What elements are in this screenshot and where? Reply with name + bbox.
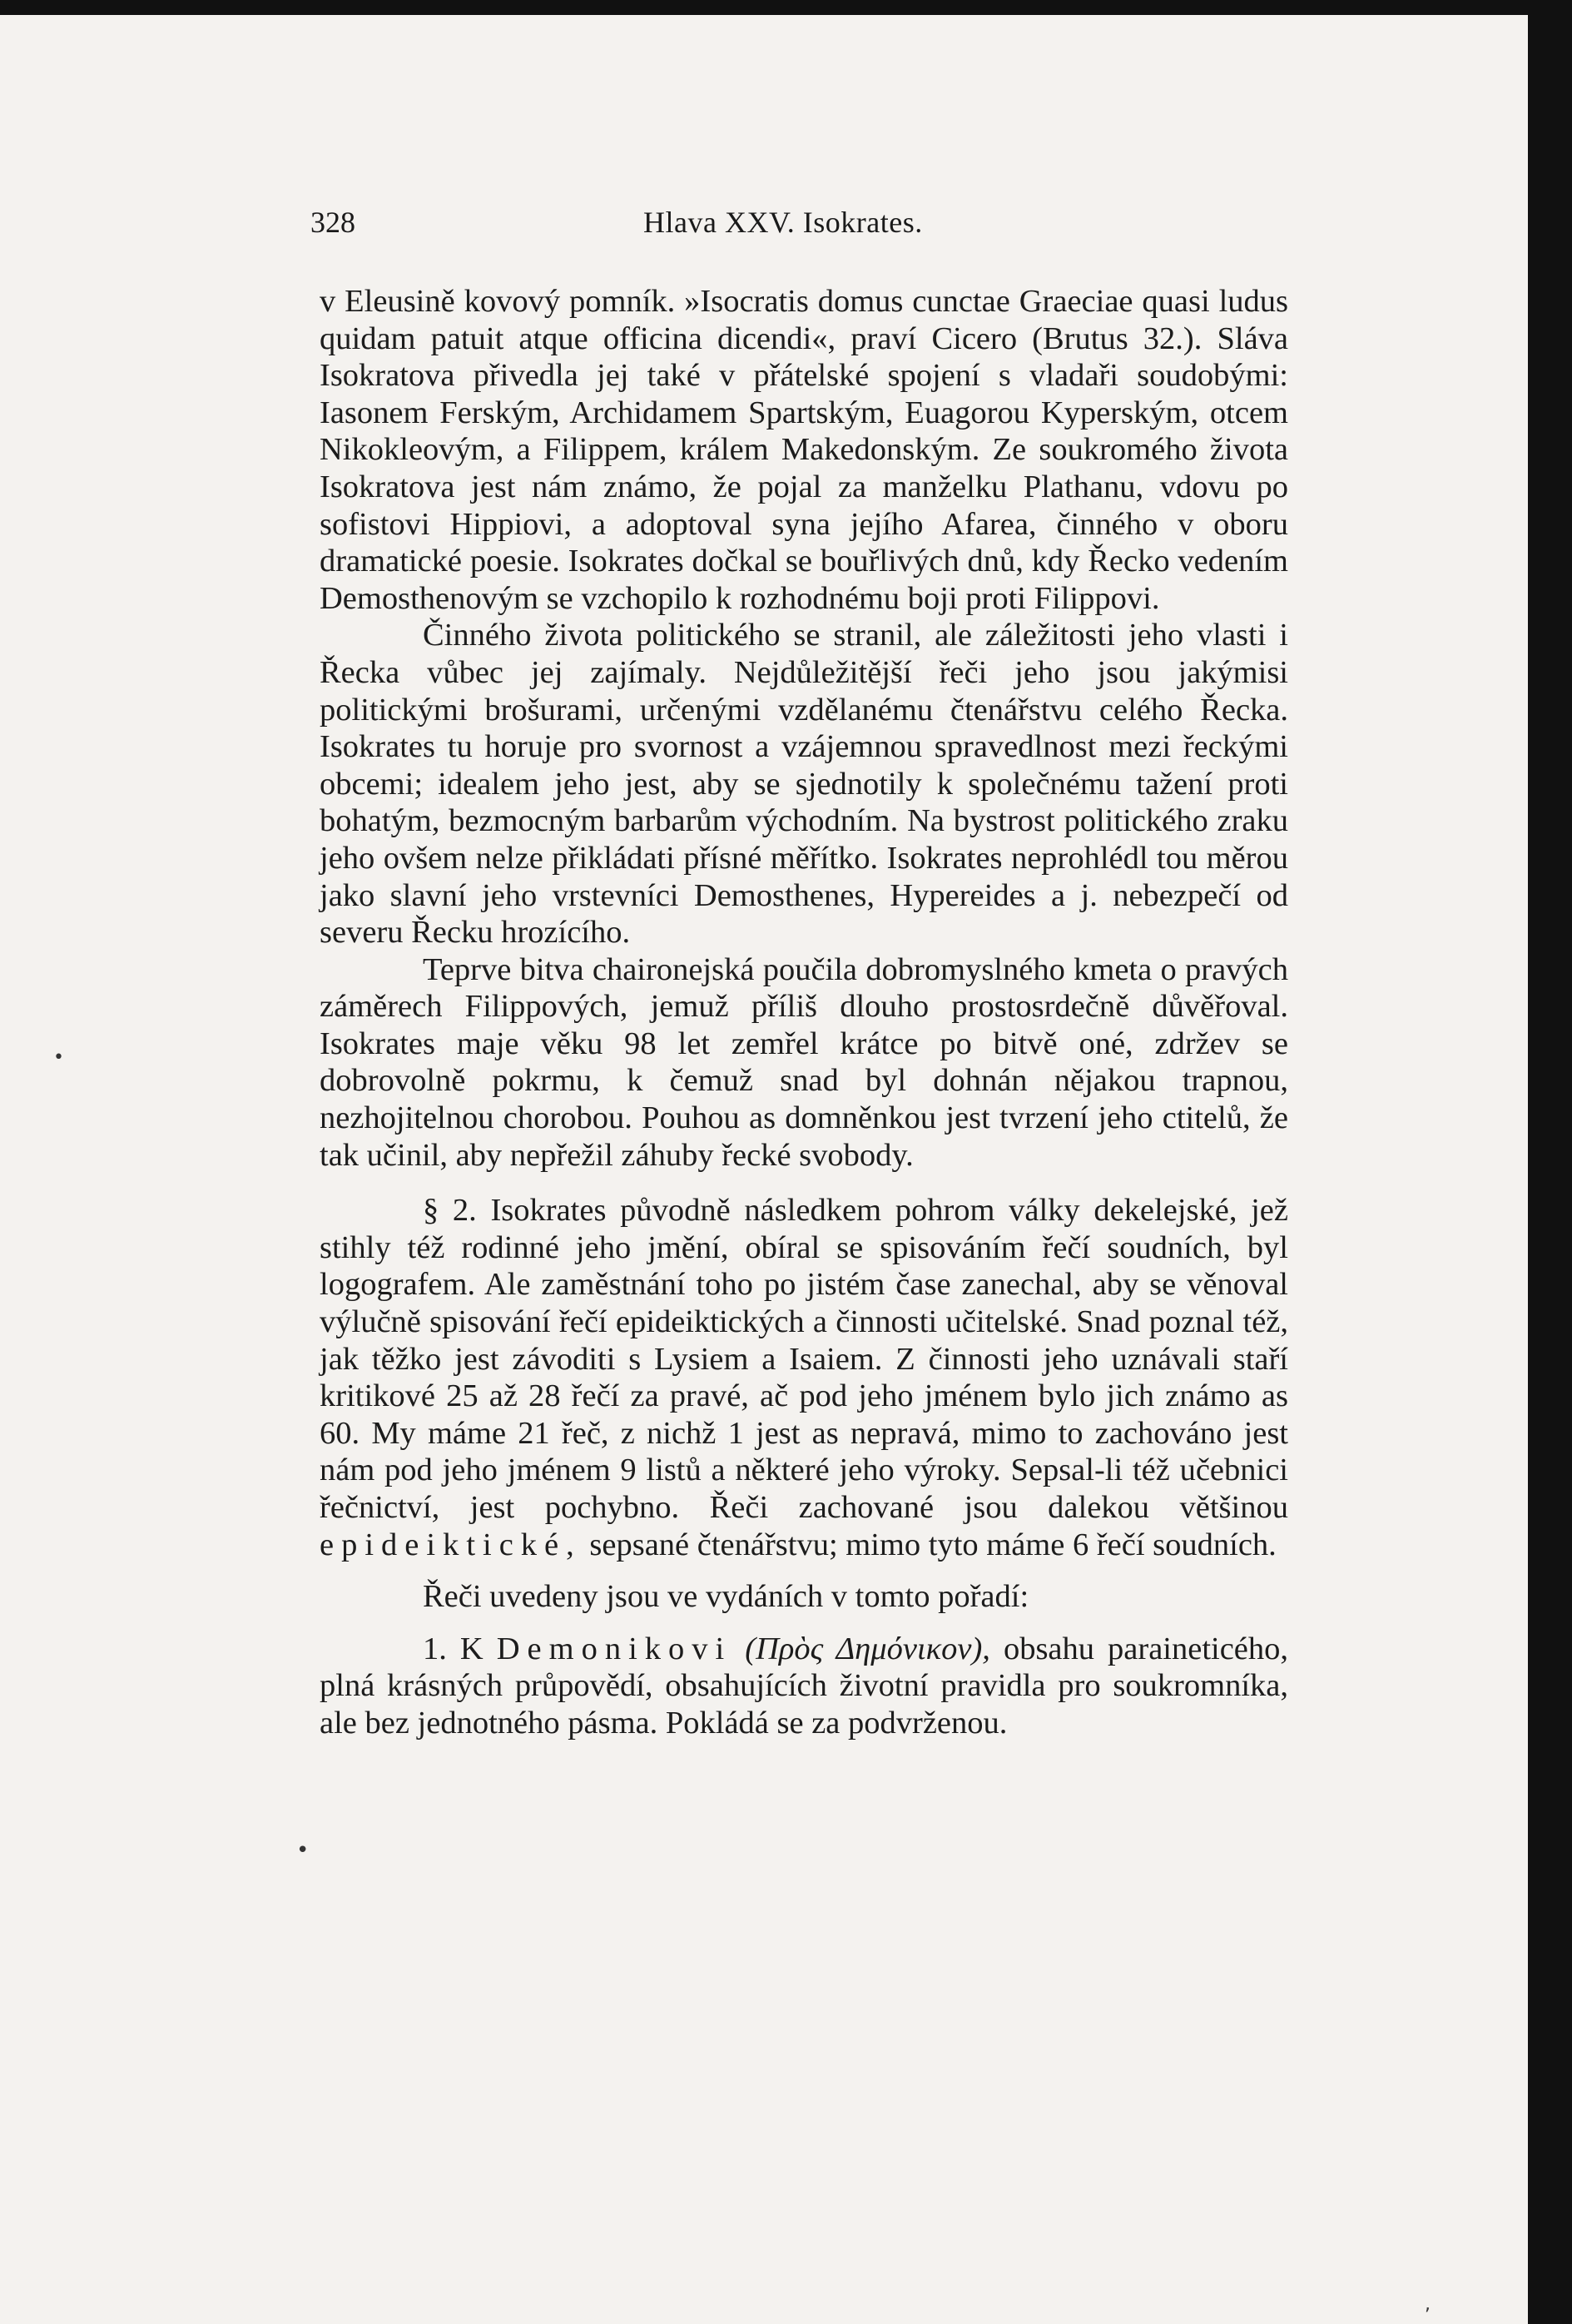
emphasis-demonikovi: Demonikovi xyxy=(496,1631,732,1666)
paragraph-section-2 xyxy=(320,1192,1288,1563)
book-page xyxy=(0,15,1528,2324)
paragraph-order-intro: Řeči uvedeny jsou ve vydáních v tomto pořadí: xyxy=(423,1579,1029,1615)
scan-edge-top xyxy=(0,0,1572,15)
margin-tick-mark: , xyxy=(1425,2294,1431,2315)
scan-edge-right xyxy=(1528,0,1572,2324)
paragraph-1: v Eleusině kovový pomník. »Isocratis domus cunctae Graeciae quasi ludus quidam patuit atque officina dicendi«, praví Cicero (Brutus 32.). Sláva Isokratova přivedla jej také v přátelské spojení s vladaři soudobými: Iasonem Ferským, Archidamem Spartským, Euagorou Kyperským, otcem Nikokleovým, a Filippem, králem Makedonským. Ze soukromého života Isokratova jest nám známo, že pojal za manželku Plathanu, vdovu po sofistovi Hippiovi, a adoptoval syna jejího Afarea, činného v oboru dramatické poesie. Isokrates dočkal se bouřlivých dnů, kdy Řecko vedením Demosthenovým se vzchopilo k rozhodnému boji proti Filippovi. xyxy=(320,284,1288,616)
page-body xyxy=(320,283,1288,1742)
paragraph-2: Činného života politického se stranil, ale záležitosti jeho vlasti i Řecka vůbec jej zajímaly. Nejdůležitější řeči jeho jsou jakýmisi politickými brošurami, určenými vzdělanému čtenářstvu celého Řecka. Isokrates tu horuje pro svornost a vzájemnou spravedlnost mezi řeckými obcemi; idealem jeho jest, aby se sjednotily k společnému tažení proti bohatým, bezmocným barbarům východním. Na bystrost politického zraku jeho ovšem nelze přikládati přísné měřítko. Isokrates neprohlédl tou měrou jako slavní jeho vrstevníci Demosthenes, Hypereides a j. nebezpečí od severu Řecku hrozícího. xyxy=(320,618,1288,951)
running-title: Hlava XXV. Isokrates. xyxy=(643,206,923,239)
emphasis-epideiktic: epideiktické, xyxy=(320,1527,582,1562)
greek-title: (Πρὸς Δημόνικον), xyxy=(745,1631,990,1666)
paragraph-demonikos xyxy=(320,1631,1288,1742)
page-number: 328 xyxy=(310,206,355,239)
paragraph-section-2-text: § 2. Isokrates původně následkem pohrom války dekelejské, jež stihly též rodinné jeho jmění, obíral se spisováním řečí soudních, byl logografem. Ale zaměstnání toho po jistém čase zanechal, aby se věnoval výlučně spisování řečí epideiktických a činnosti učitelské. Snad poznal též, jak těžko jest závoditi s Lysiem a Isaiem. Z činnosti jeho uznávali staří kritikové 25 až 28 řečí za pravé, ač pod jeho jménem bylo jich známo as 60. My máme 21 řeč, z nichž 1 jest as nepravá, mimo to zachováno jest nám pod jeho jménem 9 listů a některé jeho výroky. Sepsal-li též učebnici řečnictví, jest pochybno. Řeči zachované jsou dalekou většinou xyxy=(320,1193,1288,1525)
item-number: 1. K xyxy=(423,1631,484,1666)
paragraph-3: Teprve bitva chaironejská poučila dobromyslného kmeta o pravých záměrech Filippových, jemuž příliš dlouho prostosrdečně důvěřoval. Isokrates maje věku 98 let zemřel krátce po bitvě oné, zdržev se dobrovolně pokrmu, k čemuž snad byl dohnán nějakou trapnou, nezhojitelnou chorobou. Pouhou as domněnkou jest tvrzení jeho ctitelů, že tak učinil, aby nepřežil záhuby řecké svobody. xyxy=(320,951,1288,1173)
margin-dot-mark: • xyxy=(53,1047,64,1068)
paragraph-section-2-end: sepsané čtenářstvu; mimo tyto máme 6 řečí soudních. xyxy=(589,1527,1277,1562)
paragraph-demonikos-text: obsahu paraineticého, plná krásných průpovědí, obsahujících životní pravidla pro soukromníka, ale bez jednotného pásma. Pokládá se za podvrženou. xyxy=(320,1631,1289,1741)
margin-dot-mark: • xyxy=(296,1838,310,1863)
page-header xyxy=(310,205,1282,255)
